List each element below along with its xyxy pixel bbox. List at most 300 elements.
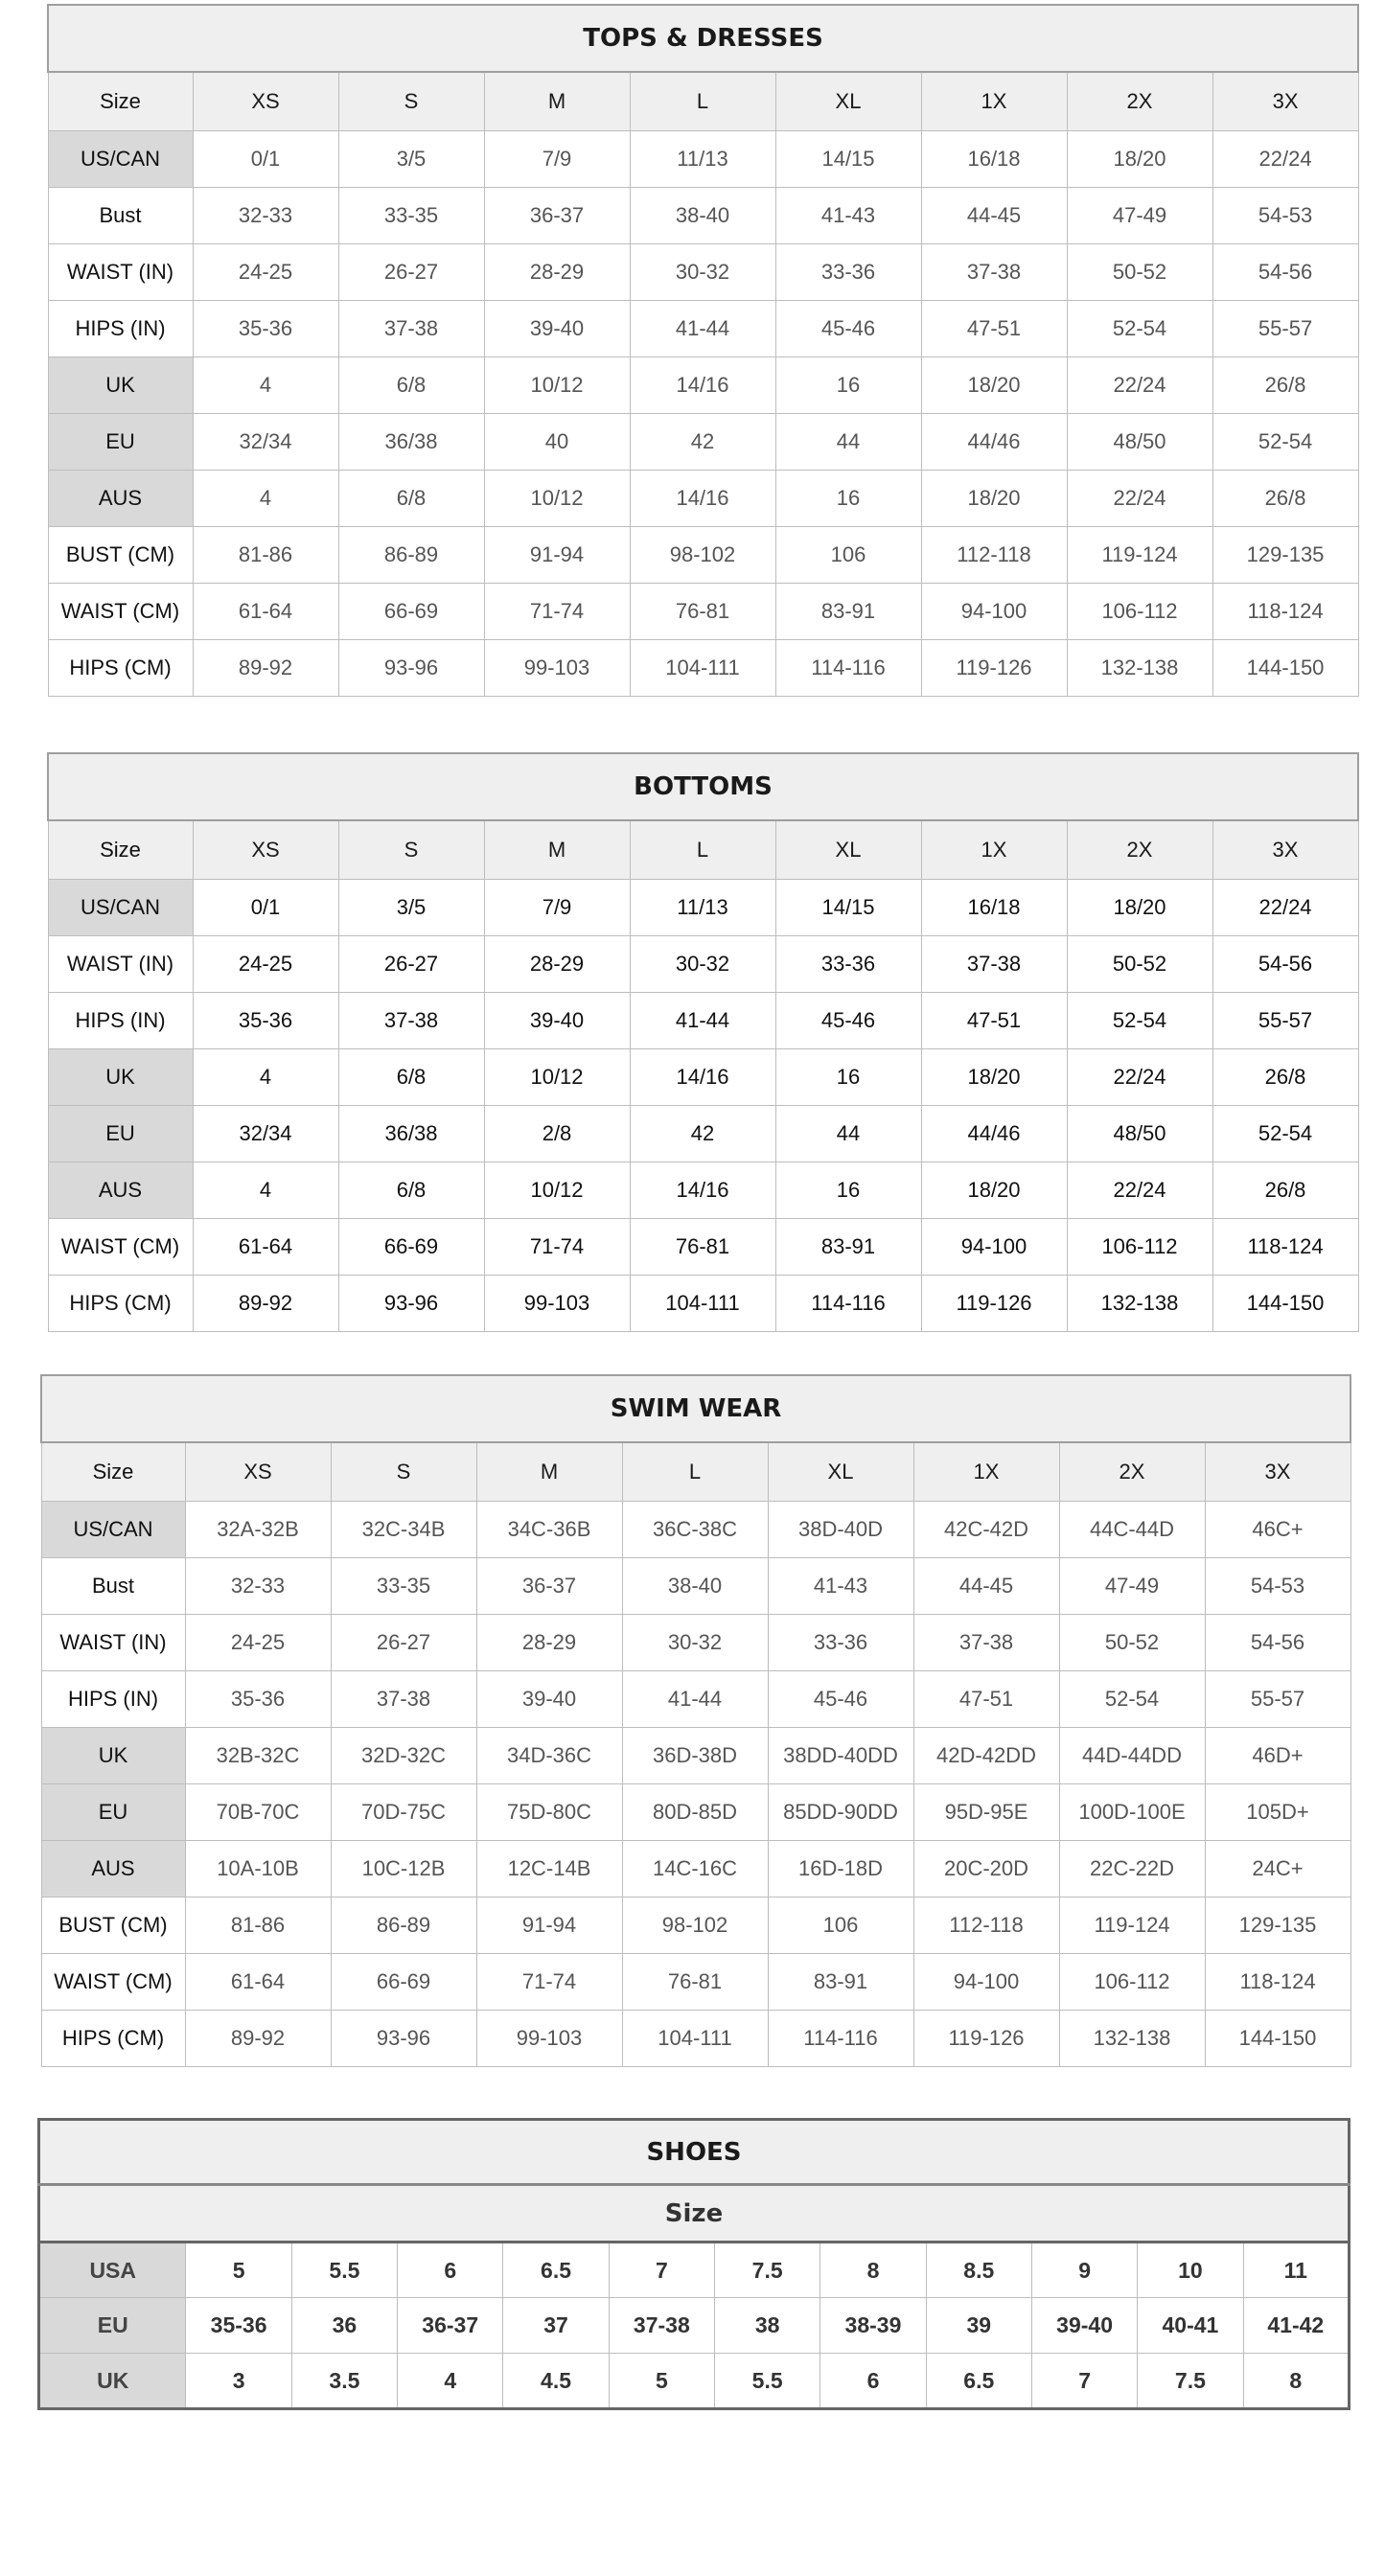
size-col-header: XL	[775, 820, 921, 879]
table-cell: 40	[484, 413, 630, 470]
table-cell: 37-38	[338, 300, 484, 356]
table-row	[41, 1897, 1350, 1953]
table-cell: 119-126	[921, 639, 1067, 696]
table-cell: 8	[820, 2242, 926, 2298]
table-cell: 6/8	[338, 470, 484, 526]
table-cell: 36-37	[476, 1557, 622, 1614]
table-cell: 93-96	[338, 1275, 484, 1331]
table-cell: 89-92	[193, 1275, 338, 1331]
table-cell: 41-44	[630, 992, 775, 1048]
table-row	[48, 1105, 1358, 1162]
table-cell: 32/34	[193, 413, 338, 470]
table-row	[48, 992, 1358, 1048]
table-cell: 106	[775, 526, 921, 583]
table-cell: 47-51	[913, 1670, 1059, 1727]
table-cell: 118-124	[1205, 1953, 1350, 2010]
table-cell: 36-37	[398, 2298, 503, 2354]
table-cell: 22/24	[1212, 130, 1358, 187]
size-col-header: M	[476, 1442, 622, 1501]
table-cell: 70B-70C	[185, 1783, 331, 1840]
table-cell: 47-49	[1059, 1557, 1205, 1614]
size-col-header: S	[331, 1442, 476, 1501]
table-cell: 32D-32C	[331, 1727, 476, 1783]
row-label: HIPS (IN)	[48, 300, 193, 356]
table-cell: 10/12	[484, 356, 630, 413]
table-title: SHOES	[39, 2120, 1350, 2185]
table-cell: 104-111	[630, 1275, 775, 1331]
table-cell: 30-32	[622, 1614, 768, 1670]
table-cell: 50-52	[1067, 935, 1212, 992]
row-label: UK	[41, 1727, 185, 1783]
table-cell: 16	[775, 1162, 921, 1218]
table-row	[41, 1614, 1350, 1670]
table-cell: 37-38	[913, 1614, 1059, 1670]
table-row	[48, 243, 1358, 300]
table-cell: 6	[398, 2242, 503, 2298]
table-cell: 26/8	[1212, 1048, 1358, 1105]
row-label: WAIST (CM)	[41, 1953, 185, 2010]
table-row	[48, 583, 1358, 639]
table-cell: 94-100	[921, 1218, 1067, 1275]
table-cell: 76-81	[630, 1218, 775, 1275]
table-cell: 86-89	[331, 1897, 476, 1953]
table-cell: 66-69	[338, 583, 484, 639]
table-cell: 36D-38D	[622, 1727, 768, 1783]
table-cell: 93-96	[338, 639, 484, 696]
table-row	[48, 526, 1358, 583]
table-cell: 54-56	[1212, 935, 1358, 992]
tops-dresses-size-table	[47, 4, 1359, 697]
table-cell: 47-51	[921, 300, 1067, 356]
table-cell: 12C-14B	[476, 1840, 622, 1897]
table-cell: 18/20	[1067, 130, 1212, 187]
table-cell: 104-111	[630, 639, 775, 696]
table-cell: 10C-12B	[331, 1840, 476, 1897]
table-cell: 50-52	[1067, 243, 1212, 300]
table-cell: 61-64	[193, 583, 338, 639]
row-label: UK	[48, 356, 193, 413]
table-cell: 32C-34B	[331, 1501, 476, 1557]
table-cell: 119-126	[921, 1275, 1067, 1331]
table-cell: 24-25	[193, 243, 338, 300]
table-cell: 71-74	[484, 1218, 630, 1275]
table-cell: 35-36	[193, 300, 338, 356]
table-cell: 91-94	[484, 526, 630, 583]
table-cell: 30-32	[630, 243, 775, 300]
header-row	[48, 820, 1358, 879]
table-cell: 119-124	[1067, 526, 1212, 583]
row-label: Bust	[48, 187, 193, 243]
table-cell: 85DD-90DD	[768, 1783, 913, 1840]
table-cell: 76-81	[630, 583, 775, 639]
table-cell: 14/16	[630, 470, 775, 526]
table-cell: 30-32	[630, 935, 775, 992]
table-cell: 44/46	[921, 1105, 1067, 1162]
table-cell: 0/1	[193, 879, 338, 935]
row-label: Bust	[41, 1557, 185, 1614]
table-cell: 106-112	[1059, 1953, 1205, 2010]
table-cell: 32B-32C	[185, 1727, 331, 1783]
table-cell: 34D-36C	[476, 1727, 622, 1783]
table-cell: 26-27	[338, 935, 484, 992]
table-cell: 86-89	[338, 526, 484, 583]
table-row	[48, 130, 1358, 187]
size-col-header: M	[484, 72, 630, 130]
table-cell: 46C+	[1205, 1501, 1350, 1557]
table-row	[41, 2010, 1350, 2066]
row-label: HIPS (CM)	[48, 1275, 193, 1331]
table-cell: 114-116	[775, 1275, 921, 1331]
table-cell: 11/13	[630, 130, 775, 187]
size-col-header: 3X	[1205, 1442, 1350, 1501]
table-cell: 106-112	[1067, 583, 1212, 639]
table-subtitle: Size	[39, 2185, 1350, 2242]
table-cell: 5.5	[715, 2354, 820, 2409]
table-cell: 3	[186, 2354, 291, 2409]
table-cell: 16	[775, 470, 921, 526]
table-cell: 14/16	[630, 1162, 775, 1218]
table-cell: 18/20	[921, 1162, 1067, 1218]
table-cell: 71-74	[484, 583, 630, 639]
table-cell: 119-126	[913, 2010, 1059, 2066]
table-cell: 5	[186, 2242, 291, 2298]
table-cell: 14C-16C	[622, 1840, 768, 1897]
table-cell: 44-45	[921, 187, 1067, 243]
table-cell: 16/18	[921, 879, 1067, 935]
size-col-header: 1X	[913, 1442, 1059, 1501]
table-cell: 16D-18D	[768, 1840, 913, 1897]
table-cell: 16	[775, 356, 921, 413]
table-cell: 106	[768, 1897, 913, 1953]
table-cell: 105D+	[1205, 1783, 1350, 1840]
table-cell: 83-91	[775, 583, 921, 639]
table-cell: 22/24	[1212, 879, 1358, 935]
table-cell: 83-91	[768, 1953, 913, 2010]
row-label: AUS	[48, 470, 193, 526]
table-cell: 6	[820, 2354, 926, 2409]
table-cell: 14/16	[630, 1048, 775, 1105]
table-cell: 22/24	[1067, 356, 1212, 413]
table-cell: 54-56	[1205, 1614, 1350, 1670]
table-cell: 22/24	[1067, 470, 1212, 526]
table-row	[48, 356, 1358, 413]
table-cell: 41-43	[775, 187, 921, 243]
row-label: WAIST (CM)	[48, 583, 193, 639]
table-cell: 4	[193, 470, 338, 526]
size-header: Size	[48, 820, 193, 879]
table-cell: 114-116	[775, 639, 921, 696]
table-cell: 144-150	[1205, 2010, 1350, 2066]
table-cell: 37-38	[921, 243, 1067, 300]
table-cell: 144-150	[1212, 1275, 1358, 1331]
table-cell: 6/8	[338, 1162, 484, 1218]
table-cell: 10/12	[484, 470, 630, 526]
table-cell: 35-36	[185, 1670, 331, 1727]
table-row	[41, 1727, 1350, 1783]
table-cell: 3/5	[338, 130, 484, 187]
table-cell: 55-57	[1212, 992, 1358, 1048]
size-col-header: S	[338, 820, 484, 879]
table-cell: 24-25	[193, 935, 338, 992]
table-cell: 118-124	[1212, 1218, 1358, 1275]
table-cell: 11/13	[630, 879, 775, 935]
table-cell: 44	[775, 1105, 921, 1162]
table-cell: 70D-75C	[331, 1783, 476, 1840]
size-col-header: 2X	[1059, 1442, 1205, 1501]
row-label: HIPS (IN)	[48, 992, 193, 1048]
row-label: UK	[48, 1048, 193, 1105]
table-cell: 33-36	[775, 243, 921, 300]
table-row	[48, 935, 1358, 992]
table-cell: 44	[775, 413, 921, 470]
table-cell: 112-118	[913, 1897, 1059, 1953]
header-row	[48, 72, 1358, 130]
bottoms-size-table	[47, 752, 1359, 1332]
table-cell: 37-38	[331, 1670, 476, 1727]
table-cell: 28-29	[476, 1614, 622, 1670]
table-cell: 7.5	[1138, 2354, 1243, 2409]
row-label: HIPS (CM)	[41, 2010, 185, 2066]
row-label: HIPS (IN)	[41, 1670, 185, 1727]
table-cell: 41-44	[630, 300, 775, 356]
size-col-header: XS	[185, 1442, 331, 1501]
table-cell: 98-102	[622, 1897, 768, 1953]
row-label: WAIST (IN)	[41, 1614, 185, 1670]
table-cell: 39	[926, 2298, 1031, 2354]
swim-wear-size-table	[40, 1374, 1351, 2067]
table-cell: 104-111	[622, 2010, 768, 2066]
table-cell: 52-54	[1067, 992, 1212, 1048]
table-cell: 14/15	[775, 130, 921, 187]
table-cell: 0/1	[193, 130, 338, 187]
row-label: WAIST (CM)	[48, 1218, 193, 1275]
table-cell: 34C-36B	[476, 1501, 622, 1557]
table-cell: 71-74	[476, 1953, 622, 2010]
table-cell: 81-86	[193, 526, 338, 583]
table-cell: 41-42	[1243, 2298, 1349, 2354]
table-cell: 22/24	[1067, 1048, 1212, 1105]
table-cell: 18/20	[1067, 879, 1212, 935]
size-col-header: L	[630, 820, 775, 879]
table-cell: 18/20	[921, 1048, 1067, 1105]
row-label: US/CAN	[41, 1501, 185, 1557]
table-cell: 6.5	[503, 2242, 609, 2298]
table-cell: 3.5	[291, 2354, 397, 2409]
table-row	[41, 1557, 1350, 1614]
table-cell: 39-40	[484, 300, 630, 356]
table-cell: 37	[503, 2298, 609, 2354]
table-cell: 48/50	[1067, 413, 1212, 470]
table-cell: 36-37	[484, 187, 630, 243]
table-cell: 50-52	[1059, 1614, 1205, 1670]
table-cell: 46D+	[1205, 1727, 1350, 1783]
table-cell: 45-46	[768, 1670, 913, 1727]
table-cell: 54-53	[1212, 187, 1358, 243]
table-cell: 8.5	[926, 2242, 1031, 2298]
table-cell: 18/20	[921, 356, 1067, 413]
table-cell: 94-100	[921, 583, 1067, 639]
table-cell: 35-36	[186, 2298, 291, 2354]
table-cell: 83-91	[775, 1218, 921, 1275]
table-cell: 52-54	[1212, 413, 1358, 470]
table-cell: 61-64	[193, 1218, 338, 1275]
table-cell: 98-102	[630, 526, 775, 583]
table-cell: 47-51	[921, 992, 1067, 1048]
table-cell: 38-40	[630, 187, 775, 243]
table-cell: 5.5	[291, 2242, 397, 2298]
table-cell: 26-27	[338, 243, 484, 300]
table-cell: 52-54	[1067, 300, 1212, 356]
table-cell: 44D-44DD	[1059, 1727, 1205, 1783]
size-col-header: L	[630, 72, 775, 130]
size-col-header: 1X	[921, 820, 1067, 879]
table-cell: 89-92	[193, 639, 338, 696]
table-cell: 7	[609, 2242, 714, 2298]
table-cell: 26-27	[331, 1614, 476, 1670]
table-cell: 42	[630, 1105, 775, 1162]
table-cell: 66-69	[331, 1953, 476, 2010]
table-row	[48, 639, 1358, 696]
shoes-size-table	[37, 2118, 1350, 2410]
table-cell: 114-116	[768, 2010, 913, 2066]
row-label: EU	[39, 2298, 186, 2354]
table-cell: 42	[630, 413, 775, 470]
table-cell: 47-49	[1067, 187, 1212, 243]
table-cell: 16/18	[921, 130, 1067, 187]
table-cell: 144-150	[1212, 639, 1358, 696]
size-col-header: XL	[768, 1442, 913, 1501]
table-cell: 45-46	[775, 300, 921, 356]
table-row	[39, 2242, 1350, 2298]
table-cell: 61-64	[185, 1953, 331, 2010]
row-label: USA	[39, 2242, 186, 2298]
table-cell: 7	[1031, 2354, 1137, 2409]
table-cell: 129-135	[1212, 526, 1358, 583]
table-cell: 33-35	[331, 1557, 476, 1614]
table-row	[41, 1953, 1350, 2010]
table-cell: 4	[398, 2354, 503, 2409]
table-cell: 39-40	[1031, 2298, 1137, 2354]
size-col-header: XS	[193, 820, 338, 879]
size-header: Size	[41, 1442, 185, 1501]
table-cell: 10/12	[484, 1162, 630, 1218]
table-cell: 45-46	[775, 992, 921, 1048]
row-label: WAIST (IN)	[48, 935, 193, 992]
table-cell: 4.5	[503, 2354, 609, 2409]
table-cell: 7.5	[715, 2242, 820, 2298]
row-label: EU	[48, 1105, 193, 1162]
table-cell: 36/38	[338, 413, 484, 470]
row-label: UK	[39, 2354, 186, 2409]
table-cell: 41-43	[768, 1557, 913, 1614]
table-cell: 39-40	[476, 1670, 622, 1727]
table-row	[39, 2354, 1350, 2409]
table-cell: 54-56	[1212, 243, 1358, 300]
table-cell: 8	[1243, 2354, 1349, 2409]
table-cell: 66-69	[338, 1218, 484, 1275]
table-cell: 39-40	[484, 992, 630, 1048]
table-cell: 55-57	[1212, 300, 1358, 356]
table-cell: 9	[1031, 2242, 1137, 2298]
row-label: AUS	[41, 1840, 185, 1897]
table-cell: 37-38	[609, 2298, 714, 2354]
table-cell: 44C-44D	[1059, 1501, 1205, 1557]
table-cell: 4	[193, 356, 338, 413]
table-cell: 3/5	[338, 879, 484, 935]
table-row	[41, 1840, 1350, 1897]
table-row	[48, 413, 1358, 470]
size-col-header: XL	[775, 72, 921, 130]
table-cell: 22C-22D	[1059, 1840, 1205, 1897]
size-col-header: S	[338, 72, 484, 130]
table-row	[48, 1162, 1358, 1218]
table-cell: 93-96	[331, 2010, 476, 2066]
table-cell: 118-124	[1212, 583, 1358, 639]
row-label: BUST (CM)	[48, 526, 193, 583]
table-row	[39, 2298, 1350, 2354]
size-col-header: 3X	[1212, 72, 1358, 130]
row-label: US/CAN	[48, 130, 193, 187]
table-title: TOPS & DRESSES	[48, 5, 1358, 72]
table-cell: 106-112	[1067, 1218, 1212, 1275]
size-col-header: 3X	[1212, 820, 1358, 879]
table-cell: 52-54	[1059, 1670, 1205, 1727]
table-cell: 52-54	[1212, 1105, 1358, 1162]
table-cell: 4	[193, 1048, 338, 1105]
table-cell: 99-103	[484, 639, 630, 696]
table-cell: 16	[775, 1048, 921, 1105]
table-cell: 37-38	[921, 935, 1067, 992]
table-cell: 75D-80C	[476, 1783, 622, 1840]
table-cell: 18/20	[921, 470, 1067, 526]
table-cell: 7/9	[484, 130, 630, 187]
row-label: US/CAN	[48, 879, 193, 935]
table-row	[48, 1218, 1358, 1275]
table-cell: 10	[1138, 2242, 1243, 2298]
table-cell: 6.5	[926, 2354, 1031, 2409]
table-row	[41, 1783, 1350, 1840]
table-title: BOTTOMS	[48, 753, 1358, 820]
table-cell: 10/12	[484, 1048, 630, 1105]
row-label: WAIST (IN)	[48, 243, 193, 300]
row-label: HIPS (CM)	[48, 639, 193, 696]
table-cell: 6/8	[338, 1048, 484, 1105]
size-col-header: 2X	[1067, 72, 1212, 130]
table-cell: 48/50	[1067, 1105, 1212, 1162]
row-label: BUST (CM)	[41, 1897, 185, 1953]
table-cell: 4	[193, 1162, 338, 1218]
table-cell: 28-29	[484, 935, 630, 992]
table-cell: 32/34	[193, 1105, 338, 1162]
table-cell: 35-36	[193, 992, 338, 1048]
table-row	[48, 879, 1358, 935]
table-cell: 100D-100E	[1059, 1783, 1205, 1840]
table-cell: 44-45	[913, 1557, 1059, 1614]
table-cell: 38DD-40DD	[768, 1727, 913, 1783]
table-title: SWIM WEAR	[41, 1375, 1350, 1442]
table-cell: 42D-42DD	[913, 1727, 1059, 1783]
table-cell: 6/8	[338, 356, 484, 413]
table-cell: 99-103	[476, 2010, 622, 2066]
table-cell: 91-94	[476, 1897, 622, 1953]
table-cell: 38-40	[622, 1557, 768, 1614]
table-cell: 7/9	[484, 879, 630, 935]
table-cell: 38	[715, 2298, 820, 2354]
table-cell: 89-92	[185, 2010, 331, 2066]
table-cell: 22/24	[1067, 1162, 1212, 1218]
table-cell: 36C-38C	[622, 1501, 768, 1557]
table-cell: 132-138	[1067, 1275, 1212, 1331]
